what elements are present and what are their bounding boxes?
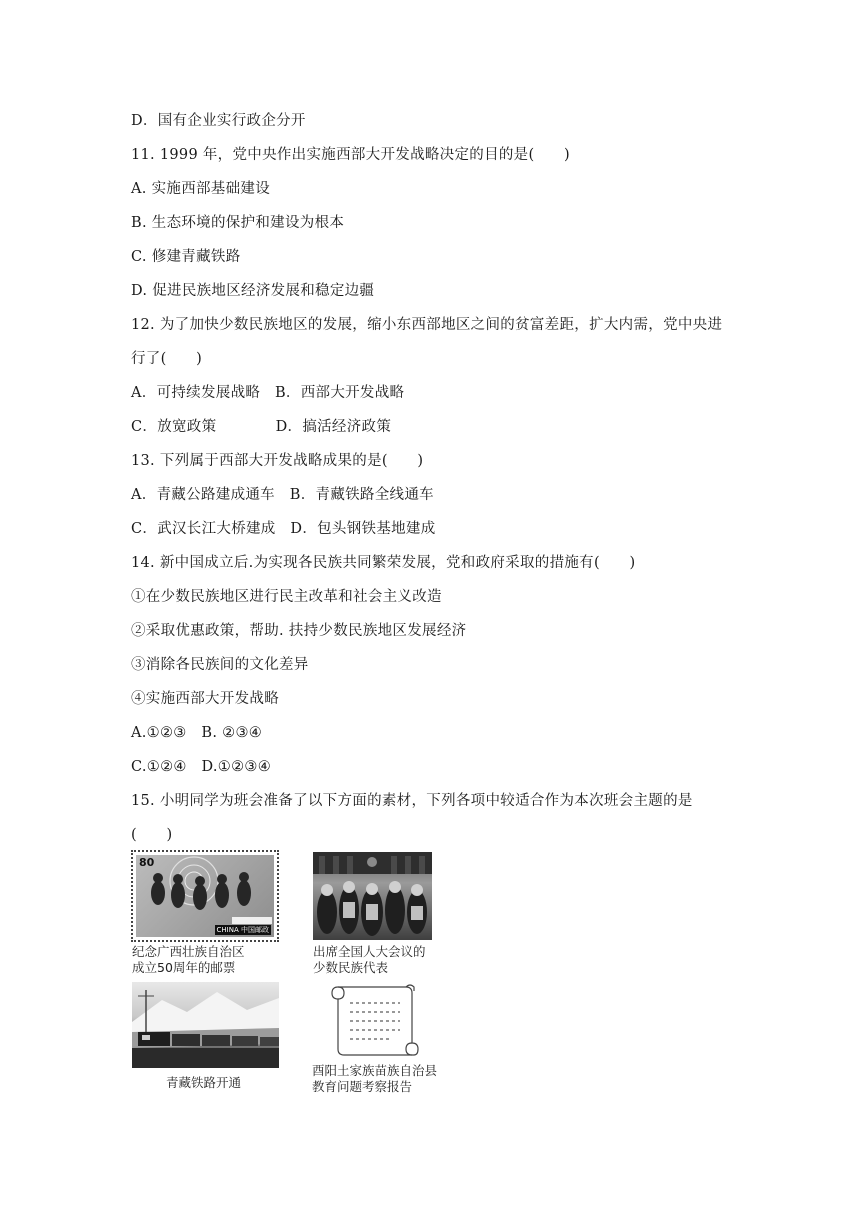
q13-options-ab: A．青藏公路建成通车 B．青藏铁路全线通车 (131, 487, 434, 503)
q11-option-d: D. 促进民族地区经济发展和稳定边疆 (131, 283, 375, 299)
question-12-cont: 行了( ) (131, 351, 203, 367)
delegates-caption-line2: 少数民族代表 (313, 960, 389, 975)
question-11: 11. 1999 年，党中央作出实施西部大开发战略决定的目的是( ) (131, 147, 570, 163)
qinghai-tibet-railway-photo (132, 982, 279, 1068)
question-15-paren: ( ) (131, 827, 173, 843)
q13-options-cd: C．武汉长江大桥建成 D．包头钢铁基地建成 (131, 521, 436, 537)
q14-options-ab: A.①②③ B. ②③④ (131, 725, 263, 741)
guangxi-stamp-image (131, 850, 279, 942)
stamp-value: 80 (139, 856, 155, 869)
stamp-caption-line2: 成立50周年的邮票 (132, 960, 236, 975)
q14-item-4: ④实施西部大开发战略 (131, 691, 279, 707)
q11-option-b: B. 生态环境的保护和建设为根本 (131, 215, 345, 231)
q14-item-1: ①在少数民族地区进行民主改革和社会主义改造 (131, 589, 442, 605)
report-scroll-image (330, 979, 420, 1059)
question-14: 14. 新中国成立后.为实现各民族共同繁荣发展，党和政府采取的措施有( ) (131, 555, 636, 571)
stamp-post-label: CHINA 中国邮政 (216, 926, 269, 934)
q14-item-2: ②采取优惠政策，帮助. 扶持少数民族地区发展经济 (131, 623, 467, 639)
q11-option-c: C. 修建青藏铁路 (131, 249, 241, 265)
q14-item-3: ③消除各民族间的文化差异 (131, 657, 309, 673)
q11-option-a: A. 实施西部基础建设 (131, 181, 270, 197)
stamp-caption-line1: 纪念广西壮族自治区 (132, 944, 245, 959)
report-caption-line1: 酉阳土家族苗族自治县 (312, 1063, 438, 1078)
q14-options-cd: C.①②④ D.①②③④ (131, 759, 271, 775)
delegates-photo (313, 852, 432, 940)
report-caption-line2: 教育问题考察报告 (312, 1079, 413, 1094)
delegates-caption-line1: 出席全国人大会议的 (313, 944, 426, 959)
railway-caption: 青藏铁路开通 (166, 1075, 242, 1090)
question-12: 12. 为了加快少数民族地区的发展，缩小东西部地区之间的贫富差距，扩大内需，党中央进 (131, 317, 723, 333)
question-15: 15. 小明同学为班会准备了以下方面的素材，下列各项中较适合作为本次班会主题的是 (131, 793, 693, 809)
option-d-q10: D．国有企业实行政企分开 (131, 113, 306, 129)
q12-options-cd: C．放宽政策 D．搞活经济政策 (131, 419, 392, 435)
q12-options-ab: A．可持续发展战略 B．西部大开发战略 (131, 385, 405, 401)
question-13: 13. 下列属于西部大开发战略成果的是( ) (131, 453, 424, 469)
